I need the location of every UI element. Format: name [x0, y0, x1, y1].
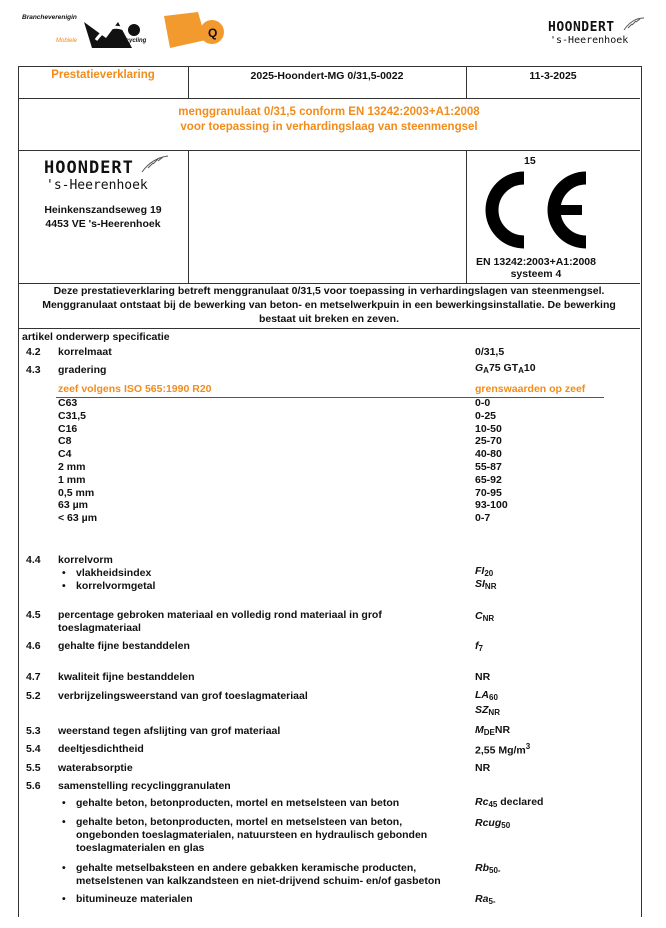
bullet-item: • gehalte beton, betonproducten, mortel en metselsteen van beton	[62, 797, 399, 809]
ce-system: systeem 4	[510, 268, 562, 280]
bullet-item: • bitumineuze materialen	[62, 893, 193, 905]
limits-header: grenswaarden op zeef	[475, 383, 586, 395]
svg-text:Q: Q	[208, 26, 218, 40]
ce-mark	[474, 168, 594, 252]
intro-line-3: bestaat uit breken en zeven.	[258, 313, 400, 325]
item-number: 4.3	[26, 364, 41, 376]
item-number: 5.4	[26, 743, 41, 755]
item-number: 4.5	[26, 609, 41, 621]
item-label: samenstelling recyclinggranulaten	[58, 780, 231, 792]
item-value: $LA_{60}$	[475, 689, 498, 702]
sieve-limit: 0-25	[475, 409, 497, 422]
item-label-cont: toeslagmateriaal	[58, 622, 141, 634]
company-logo	[44, 158, 174, 198]
document-title: Prestatieverklaring	[51, 69, 155, 81]
sieve-row	[58, 448, 598, 461]
sieve-limit: 40-80	[475, 448, 502, 461]
company-address-2: 4453 VE 's-Heerenhoek	[45, 218, 161, 230]
sieve-size: C4	[58, 448, 72, 461]
company-logo-line1: HOONDERT	[44, 158, 134, 178]
item-value: $M_{DE}NR$	[475, 724, 511, 737]
sieve-row	[58, 435, 598, 448]
sieve-limit: 70-95	[475, 486, 502, 499]
item-number: 4.6	[26, 640, 41, 652]
sieve-row	[58, 487, 598, 500]
sieve-size: C63	[58, 397, 78, 409]
item-label: waterabsorptie	[58, 762, 133, 774]
sieve-limit: 0-0	[475, 397, 491, 409]
sieve-row	[58, 423, 598, 436]
bullet-item: • gehalte beton, betonproducten, mortel en metselsteen van beton,	[62, 816, 402, 828]
header-logo-line1: HOONDERT	[548, 20, 615, 35]
intro-line-2: Menggranulaat ontstaat bij de bewerking van beton- en metselwerkpuin in een bewerkingsinstallatie. De bewerking	[42, 299, 616, 311]
bullet-item-cont: ongebonden toeslagmaterialen, natuursteen en hydraulisch gebonden	[76, 829, 428, 841]
item-value: 2,55 $Mg/m^3$	[475, 742, 531, 757]
item-label: verbrijzelingsweerstand van grof toeslagmateriaal	[58, 690, 308, 702]
item-number: 5.2	[26, 690, 41, 702]
spec-header: artikel onderwerp specificatie	[22, 331, 170, 343]
declaration-number: 2025-Hoondert-MG 0/31,5-0022	[250, 70, 404, 82]
item-value: $C_{NR}$	[475, 610, 495, 623]
item-label: korrelvorm	[58, 554, 113, 566]
bullet-item: • gehalte metselbaksteen en andere gebakken keramische producten,	[62, 862, 416, 874]
item-label: kwaliteit fijne bestanddelen	[58, 671, 195, 683]
ce-standard: EN 13242:2003+A1:2008	[476, 256, 596, 268]
sieve-row	[58, 499, 598, 512]
item-number: 4.4	[26, 554, 41, 566]
item-number: 5.5	[26, 762, 41, 774]
sieve-size: 2 mm	[58, 461, 86, 473]
item-value: NR	[475, 671, 491, 683]
sieve-limit: 55-87	[475, 461, 502, 473]
item-label: gradering	[58, 364, 107, 376]
sieve-limit: 93-100	[475, 499, 508, 512]
item-value: NR	[475, 762, 491, 774]
hoondert-header-logo	[548, 20, 642, 50]
item-value: $Ra_{5-}$	[475, 893, 496, 906]
sieve-size: C8	[58, 435, 72, 448]
sieve-size: < 63 µm	[58, 512, 98, 525]
sieve-row	[58, 512, 598, 525]
bullet-item-cont: toeslagmaterialen en glas	[76, 842, 205, 854]
bullet-item-cont: metselstenen van kalkzandsteen en niet-drijvend schuim- en/of gasbeton	[76, 875, 441, 887]
sieve-row	[58, 410, 598, 423]
branche-logo-text-1: Brancheverenigin	[22, 14, 77, 21]
item-label: korrelmaat	[58, 346, 112, 358]
sieve-limit: 10-50	[475, 422, 502, 435]
company-logo-line2: 's-Heerenhoek	[46, 178, 148, 193]
sieve-size: C31,5	[58, 409, 87, 422]
item-value: $Rb_{50-}$	[475, 862, 501, 875]
item-number: 4.7	[26, 671, 41, 683]
item-label: deeltjesdichtheid	[58, 743, 144, 755]
quality-badge-graphic	[162, 10, 228, 50]
bullet-item: • vlakheidsindex	[62, 567, 151, 579]
sieve-limit: 25-70	[475, 435, 502, 448]
branche-logo-text-2: Mobiele	[56, 38, 78, 44]
branche-logo-text-3: Recycling	[118, 38, 147, 44]
ce-year: 15	[524, 155, 536, 167]
item-value: $SZ_{NR}$	[475, 704, 500, 717]
sieve-size: C16	[58, 422, 78, 435]
sieve-size: 0,5 mm	[58, 486, 95, 499]
item-value: $SI_{NR}$	[475, 578, 497, 591]
sieve-row	[58, 461, 598, 474]
item-value: $f_7$	[475, 640, 483, 653]
company-address-1: Heinkenszandseweg 19	[44, 204, 162, 216]
item-label: percentage gebroken materiaal en volledig rond materiaal in grof	[58, 609, 382, 621]
sieve-limit: 0-7	[475, 512, 491, 525]
item-value: 0/31,5	[475, 346, 505, 358]
product-line-2: voor toepassing in verhardingslaag van steenmengsel	[180, 121, 478, 133]
item-number: 5.6	[26, 780, 41, 792]
wheat-icon	[622, 16, 646, 32]
sieve-size: 63 µm	[58, 499, 88, 512]
branche-logo	[22, 8, 152, 56]
item-label: gehalte fijne bestanddelen	[58, 640, 190, 652]
item-value: $Rc_{45}$ declared	[475, 796, 544, 809]
item-number: 5.3	[26, 725, 41, 737]
item-value: Rcug$_{50}$	[475, 817, 511, 830]
sieve-row	[58, 474, 598, 487]
header-logo-line2: 's-Heerenhoek	[550, 35, 629, 46]
product-line-1: menggranulaat 0/31,5 conform EN 13242:2003+A1:2008	[178, 106, 480, 118]
ce-mark-graphic	[474, 168, 594, 252]
sieve-row	[58, 397, 598, 410]
item-value: $FI_{20}$	[475, 565, 494, 578]
item-label: weerstand tegen afslijting van grof materiaal	[58, 725, 281, 737]
quality-badge	[162, 10, 228, 50]
sieve-limit: 65-92	[475, 473, 502, 486]
gradering-value: $G_A75$ $GT_A10$	[475, 362, 536, 375]
declaration-date: 11-3-2025	[529, 70, 577, 82]
sieve-size: 1 mm	[58, 473, 86, 486]
sieve-header: zeef volgens ISO 565:1990 R20	[58, 383, 212, 395]
bullet-item: • korrelvormgetal	[62, 580, 155, 592]
intro-line-1: Deze prestatieverklaring betreft menggranulaat 0/31,5 voor toepassing in verhardingslagen van steenmengsel.	[53, 285, 605, 297]
wheat-icon	[140, 154, 170, 174]
item-number: 4.2	[26, 346, 41, 358]
